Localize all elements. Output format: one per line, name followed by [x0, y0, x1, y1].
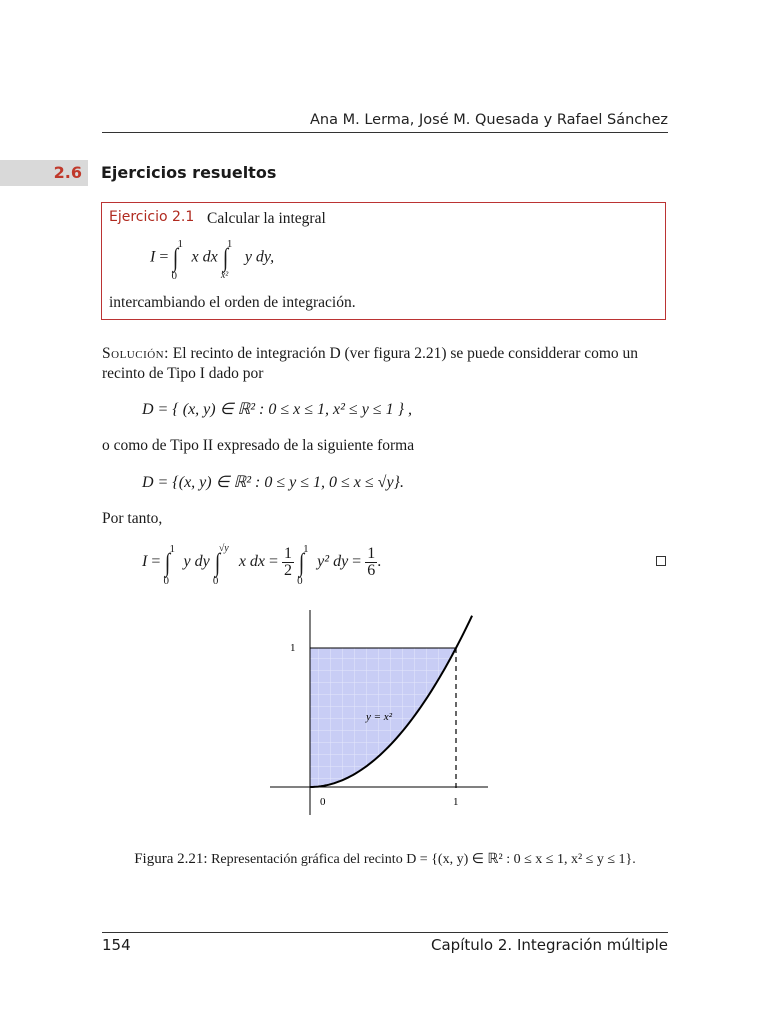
eq3-int1-lower: 0	[163, 574, 169, 587]
integral-sign: ∫	[214, 547, 220, 577]
label-x-0: 0	[320, 796, 326, 808]
eq3-int2-lower: 0	[212, 574, 219, 587]
eq3-int1-upper: 1	[169, 542, 175, 555]
solution-text-1: El recinto de integración D (ver figura 2.21) se puede considderar como un recinto de Tipo I dado por	[102, 345, 639, 382]
integrand2: y dy,	[244, 248, 275, 266]
label-y-1: 1	[290, 642, 296, 654]
eq3-int3-lower: 0	[297, 574, 303, 587]
solution-paragraph-3: Por tanto,	[102, 510, 163, 527]
chapter-name: Capítulo 2. Integración múltiple	[431, 936, 668, 954]
label-curve: y = x²	[366, 711, 392, 723]
footer-rule	[102, 932, 668, 933]
eq3-end: .	[377, 553, 382, 571]
eq3-lhs: I	[142, 553, 148, 571]
integral-sign: ∫	[222, 243, 228, 272]
header-rule	[102, 132, 668, 133]
figure-caption	[102, 851, 668, 868]
eq3-equals: =	[151, 553, 161, 571]
section-title: Ejercicios resueltos	[101, 163, 277, 182]
eq3-integrand3: y² dy	[317, 553, 349, 571]
qed-square-icon	[656, 556, 666, 566]
page-number: 154	[102, 936, 131, 954]
eq-lhs: I	[150, 248, 156, 266]
equation-type-1: D = { (x, y) ∈ ℝ² : 0 ≤ x ≤ 1, x² ≤ y ≤ 1 } ,	[142, 401, 412, 418]
equation-result	[142, 542, 382, 587]
equation-type-2: D = {(x, y) ∈ ℝ² : 0 ≤ y ≤ 1, 0 ≤ x ≤ √y}.	[142, 474, 404, 491]
eq3-integrand1: y dy	[183, 553, 210, 571]
fraction-one-half	[282, 546, 294, 579]
integrand1: x dx	[191, 248, 218, 266]
eq3-integrand2: x dx	[238, 553, 266, 571]
int1-upper: 1	[177, 238, 183, 250]
caption-text: Representación gráfica del recinto D = {(x, y) ∈ ℝ² : 0 ≤ x ≤ 1, x² ≤ y ≤ 1}.	[211, 852, 636, 867]
integral-sign: ∫	[173, 243, 179, 272]
section-number: 2.6	[53, 163, 82, 182]
int2-upper: 1	[226, 238, 233, 250]
exercise-closing: intercambiando el orden de integración.	[109, 294, 356, 311]
eq3-equals-3: =	[352, 553, 362, 571]
solution-paragraph-1	[102, 344, 668, 384]
frac1-num: 1	[284, 545, 293, 562]
exercise-label: Ejercicio 2.1	[109, 209, 195, 225]
exercise-statement: Calcular la integral	[207, 210, 326, 227]
frac1-den: 2	[284, 562, 293, 579]
label-x-1: 1	[453, 796, 459, 808]
eq3-equals-2: =	[269, 553, 279, 571]
eq3-int3-upper: 1	[303, 542, 309, 555]
eq3-int2-upper: √y	[218, 542, 229, 554]
caption-label: Figura 2.21:	[134, 851, 208, 867]
running-header: Ana M. Lerma, José M. Quesada y Rafael Sánchez	[310, 112, 668, 128]
int1-lower: 0	[171, 270, 177, 282]
exercise-equation	[150, 238, 275, 283]
integral-sign: ∫	[298, 547, 305, 577]
fraction-one-sixth	[365, 546, 377, 579]
eq-equals: =	[159, 248, 169, 266]
int2-lower: x²	[220, 270, 229, 281]
frac2-den: 6	[367, 562, 376, 579]
integral-sign: ∫	[165, 547, 171, 577]
region-figure	[270, 610, 500, 825]
solution-label: Solución:	[102, 345, 169, 362]
solution-paragraph-2: o como de Tipo II expresado de la siguiente forma	[102, 437, 415, 454]
frac2-num: 1	[367, 545, 376, 562]
